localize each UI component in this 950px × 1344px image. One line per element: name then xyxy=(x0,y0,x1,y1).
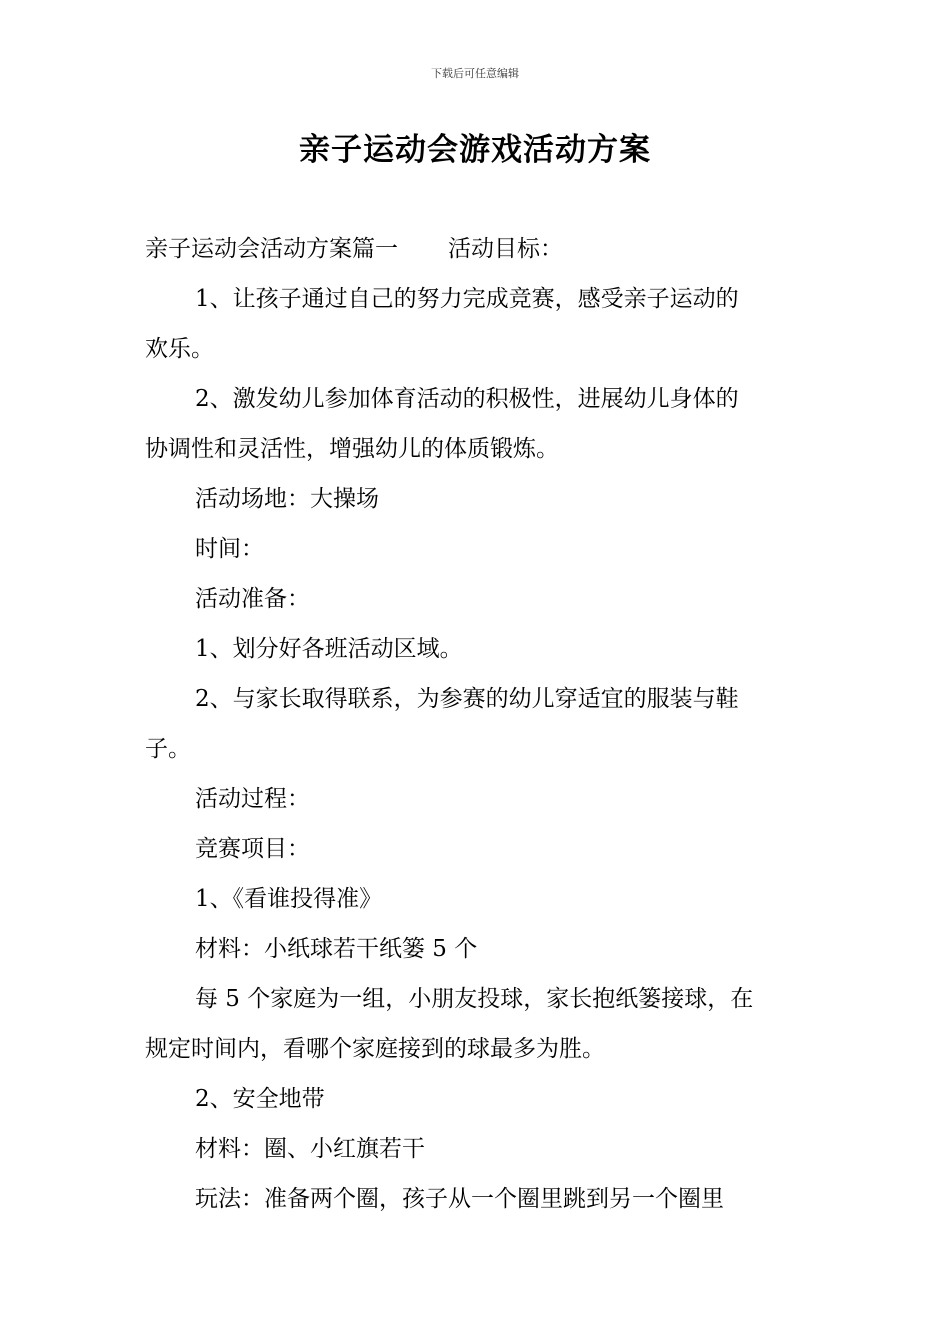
paragraph-line: 活动准备： xyxy=(195,586,310,612)
paragraph-line: 规定时间内，看哪个家庭接到的球最多为胜。 xyxy=(145,1036,605,1062)
paragraph-line: 材料：圈、小红旗若干 xyxy=(195,1136,425,1162)
paragraph-line: 欢乐。 xyxy=(145,336,214,362)
document-body xyxy=(145,224,807,1224)
paragraph-line: 材料：小纸球若干纸篓 5 个 xyxy=(195,936,478,962)
header-note: 下载后可任意编辑 xyxy=(431,67,519,80)
paragraph-line: 协调性和灵活性，增强幼儿的体质锻炼。 xyxy=(145,436,559,462)
section-subheading: 活动目标： xyxy=(448,236,563,262)
paragraph-line: 竞赛项目： xyxy=(195,836,310,862)
paragraph-line: 1、《看谁投得准》 xyxy=(195,886,383,912)
paragraph-line: 活动过程： xyxy=(195,786,310,812)
paragraph-line: 2、安全地带 xyxy=(195,1086,325,1112)
paragraph-line: 子。 xyxy=(145,736,191,762)
paragraph-line: 2、激发幼儿参加体育活动的积极性，进展幼儿身体的 xyxy=(195,386,739,412)
paragraph-line xyxy=(145,224,807,274)
document-title: 亲子运动会游戏活动方案 xyxy=(299,132,651,168)
paragraph-line: 1、让孩子通过自己的努力完成竞赛，感受亲子运动的 xyxy=(195,286,739,312)
section-heading: 亲子运动会活动方案篇一 xyxy=(145,236,398,262)
paragraph-line: 玩法：准备两个圈，孩子从一个圈里跳到另一个圈里 xyxy=(195,1186,724,1212)
paragraph-line: 时间： xyxy=(195,536,264,562)
paragraph-line: 1、划分好各班活动区域。 xyxy=(195,636,463,662)
paragraph-line: 2、与家长取得联系，为参赛的幼儿穿适宜的服装与鞋 xyxy=(195,686,739,712)
paragraph-line: 每 5 个家庭为一组，小朋友投球，家长抱纸篓接球，在 xyxy=(195,986,754,1012)
paragraph-line: 活动场地：大操场 xyxy=(195,486,379,512)
